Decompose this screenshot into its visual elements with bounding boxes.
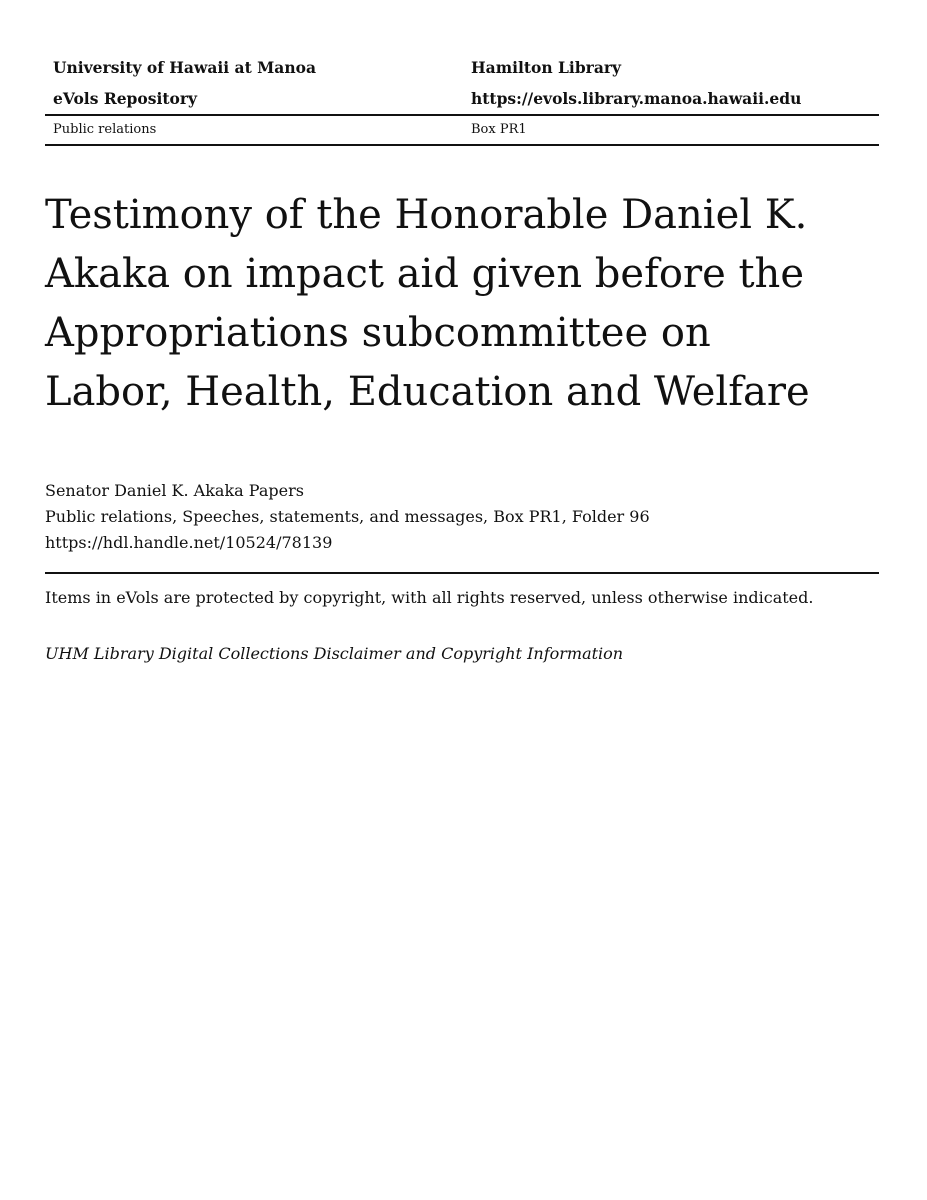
disclaimer-link[interactable]: UHM Library Digital Collections Disclaimer and Copyright Information bbox=[45, 644, 624, 663]
header-row-3 bbox=[45, 116, 879, 144]
handle-url[interactable]: https://hdl.handle.net/10524/78139 bbox=[45, 533, 333, 552]
box-label: Box PR1 bbox=[471, 122, 527, 137]
archival-location: Public relations, Speeches, statements, and messages, Box PR1, Folder 96 bbox=[45, 507, 650, 526]
collection-name: Senator Daniel K. Akaka Papers bbox=[45, 481, 304, 500]
section-divider bbox=[45, 572, 879, 574]
header-rule-bottom bbox=[45, 144, 879, 146]
library-name: Hamilton Library bbox=[471, 58, 622, 77]
header-row-2 bbox=[45, 83, 879, 114]
rights-statement: Items in eVols are protected by copyright, with all rights reserved, unless otherwise indicated. bbox=[45, 588, 814, 607]
series-name: Public relations bbox=[53, 122, 157, 137]
institution-name: University of Hawaii at Manoa bbox=[53, 58, 316, 77]
repository-name: eVols Repository bbox=[53, 89, 198, 108]
header-table bbox=[45, 52, 879, 146]
repository-url[interactable]: https://evols.library.manoa.hawaii.edu bbox=[471, 89, 802, 108]
document-metadata bbox=[45, 478, 650, 556]
document-title: Testimony of the Honorable Daniel K. Akaka on impact aid given before the Appropriations subcommittee on Labor, Health, Education and Welfare bbox=[45, 192, 810, 415]
header-row-1 bbox=[45, 52, 879, 83]
